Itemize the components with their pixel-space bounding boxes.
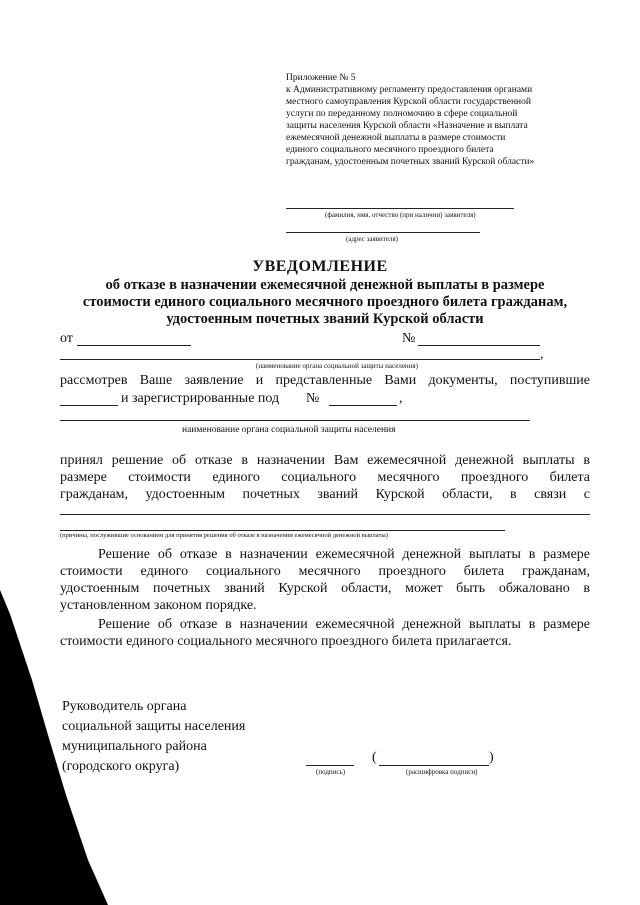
appeal-line: Решение об отказе в назначении ежемесячной денежной выплаты в размере <box>98 547 590 562</box>
decode-open-paren: ( <box>372 750 377 765</box>
signature-field[interactable] <box>306 765 354 766</box>
signatory-line: (городского округа) <box>62 759 180 774</box>
body-name-line[interactable] <box>60 359 540 360</box>
body-name-line-2[interactable] <box>60 420 530 421</box>
decision-line: гражданам, удостоенным почетных званий Курской области, в связи с <box>60 487 590 502</box>
scan-shadow <box>0 590 110 905</box>
appendix-line: ежемесячной денежной выплаты в размере стоимости <box>286 133 506 143</box>
notice-heading: УВЕДОМЛЕНИЕ <box>252 258 388 275</box>
appeal-line: удостоенным почетных званий Курской области, может быть обжаловано в <box>60 581 590 596</box>
appeal-paragraph <box>60 546 590 614</box>
appendix-line: местного самоуправления Курской области государственной <box>286 97 531 107</box>
applicant-name-line <box>286 208 514 209</box>
signatory-line: социальной защиты населения <box>62 719 246 734</box>
number-label: № <box>402 331 416 346</box>
reasons-caption: (причины, послужившие основанием для принятия решения об отказе в назначении ежемесячной денежной выплаты) <box>60 532 388 539</box>
appendix-text <box>286 84 586 168</box>
decode-close-paren: ) <box>489 750 494 765</box>
applicant-name-caption: (фамилия, имя, отчество (при наличии) заявителя) <box>325 211 476 219</box>
body-caption: (наименование органа социальной защиты населения) <box>256 362 418 370</box>
decode-caption: (расшифровка подписи) <box>406 768 478 776</box>
appeal-line: установленном законом порядке. <box>60 598 257 613</box>
signatory-line: Руководитель органа <box>62 699 187 714</box>
notice-subheading-line: об отказе в назначении ежемесячной денежной выплаты в размере <box>105 277 545 293</box>
appendix-line: к Административному регламенту предоставления органами <box>286 85 533 95</box>
appendix-line: услуги по переданному полномочию в сфере социальной <box>286 109 518 119</box>
registered-comma: , <box>399 391 403 406</box>
from-date-field[interactable] <box>77 345 191 346</box>
registered-number-label: № <box>306 391 320 406</box>
number-field[interactable] <box>418 345 540 346</box>
attachment-line: Решение об отказе в назначении ежемесячной денежной выплаты в размере <box>98 617 590 632</box>
registered-number-field[interactable] <box>329 405 397 406</box>
notice-subheading <box>40 277 610 328</box>
signatory-line: муниципального района <box>62 739 207 754</box>
decision-text <box>60 452 590 503</box>
appeal-line: стоимости единого социального месячного проездного билета гражданам, <box>60 564 590 579</box>
appendix-line: единого социального месячного проездного билета <box>286 145 494 155</box>
decision-line: принял решение об отказе в назначении Вам ежемесячной денежной выплаты в <box>60 453 590 468</box>
reasons-line[interactable] <box>60 514 590 515</box>
notice-subheading-line: стоимости единого социального месячного проездного билета гражданам, <box>82 294 568 310</box>
decision-line: размере стоимости единого социального месячного проездного билета <box>60 470 590 485</box>
body-name-comma: , <box>540 347 544 362</box>
appendix-line: защиты населения Курской области «Назначение и выплата <box>286 121 528 131</box>
signature-decode-field[interactable] <box>379 765 489 766</box>
signature-caption: (подпись) <box>316 768 346 776</box>
from-label: от <box>60 331 73 346</box>
registered-text: и зарегистрированные под <box>121 391 280 406</box>
applicant-address-caption: (адрес заявителя) <box>346 235 398 243</box>
body-caption-2: наименование органа социальной защиты населения <box>182 425 396 435</box>
applicant-address-line <box>286 232 480 233</box>
attachment-line: стоимости единого социального месячного проездного билета прилагается. <box>60 634 512 649</box>
appendix-title: Приложение № 5 <box>286 73 356 83</box>
attachment-paragraph <box>60 616 590 650</box>
appendix-line: гражданам, удостоенным почетных званий Курской области» <box>286 157 535 167</box>
reasons-line-2[interactable] <box>60 530 505 531</box>
notice-subheading-line: удостоенным почетных званий Курской области <box>166 311 484 327</box>
received-date-field[interactable] <box>60 405 118 406</box>
reviewed-line: рассмотрев Ваше заявление и представленные Вами документы, поступившие <box>60 373 590 388</box>
